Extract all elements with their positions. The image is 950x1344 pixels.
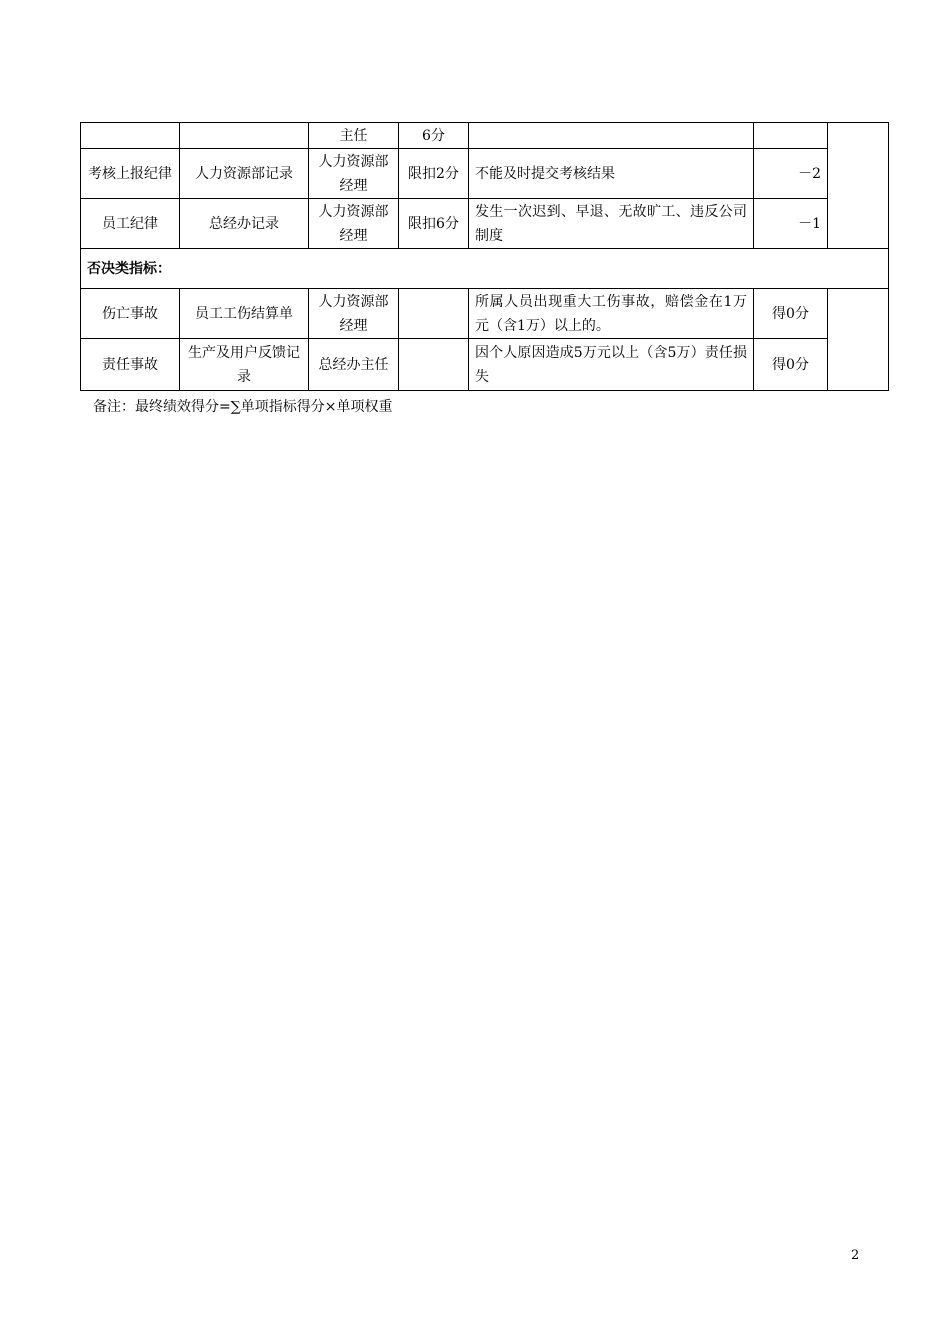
score-cell: －2 bbox=[754, 149, 828, 199]
table-row bbox=[81, 123, 889, 149]
source-cell: 生产及用户反馈记录 bbox=[180, 339, 309, 391]
section-title: 否决类指标： bbox=[81, 249, 889, 289]
score-cell: －1 bbox=[754, 199, 828, 249]
blank-cell bbox=[828, 123, 889, 249]
assessment-table-wrapper bbox=[80, 122, 890, 394]
table-row bbox=[81, 339, 889, 391]
limit-cell bbox=[399, 289, 469, 339]
limit-cell: 限扣6分 bbox=[399, 199, 469, 249]
indicator-cell: 责任事故 bbox=[81, 339, 180, 391]
indicator-cell: 员工纪律 bbox=[81, 199, 180, 249]
table-row bbox=[81, 199, 889, 249]
indicator-cell: 伤亡事故 bbox=[81, 289, 180, 339]
score-cell: 得0分 bbox=[754, 289, 828, 339]
section-header-row bbox=[81, 249, 889, 289]
source-cell bbox=[180, 123, 309, 149]
table-note: 备注：最终绩效得分=∑单项指标得分×单项权重 bbox=[93, 399, 393, 415]
indicator-cell bbox=[81, 123, 180, 149]
indicator-cell: 考核上报纪律 bbox=[81, 149, 180, 199]
assessor-cell: 人力资源部经理 bbox=[309, 199, 399, 249]
assessor-cell: 总经办主任 bbox=[309, 339, 399, 391]
standard-cell: 发生一次迟到、早退、无故旷工、违反公司制度 bbox=[469, 199, 754, 249]
standard-cell: 因个人原因造成5万元以上（含5万）责任损失 bbox=[469, 339, 754, 391]
standard-cell: 所属人员出现重大工伤事故，赔偿金在1万元（含1万）以上的。 bbox=[469, 289, 754, 339]
table-row bbox=[81, 149, 889, 199]
limit-cell: 限扣2分 bbox=[399, 149, 469, 199]
source-cell: 员工工伤结算单 bbox=[180, 289, 309, 339]
assessment-table bbox=[80, 122, 889, 391]
assessor-cell: 主任 bbox=[309, 123, 399, 149]
page-number: 2 bbox=[851, 1248, 860, 1263]
table-row bbox=[81, 289, 889, 339]
standard-cell: 不能及时提交考核结果 bbox=[469, 149, 754, 199]
assessor-cell: 人力资源部经理 bbox=[309, 289, 399, 339]
score-cell: 得0分 bbox=[754, 339, 828, 391]
limit-cell: 6分 bbox=[399, 123, 469, 149]
blank-cell bbox=[828, 289, 889, 391]
limit-cell bbox=[399, 339, 469, 391]
assessor-cell: 人力资源部经理 bbox=[309, 149, 399, 199]
source-cell: 总经办记录 bbox=[180, 199, 309, 249]
standard-cell bbox=[469, 123, 754, 149]
source-cell: 人力资源部记录 bbox=[180, 149, 309, 199]
score-cell bbox=[754, 123, 828, 149]
